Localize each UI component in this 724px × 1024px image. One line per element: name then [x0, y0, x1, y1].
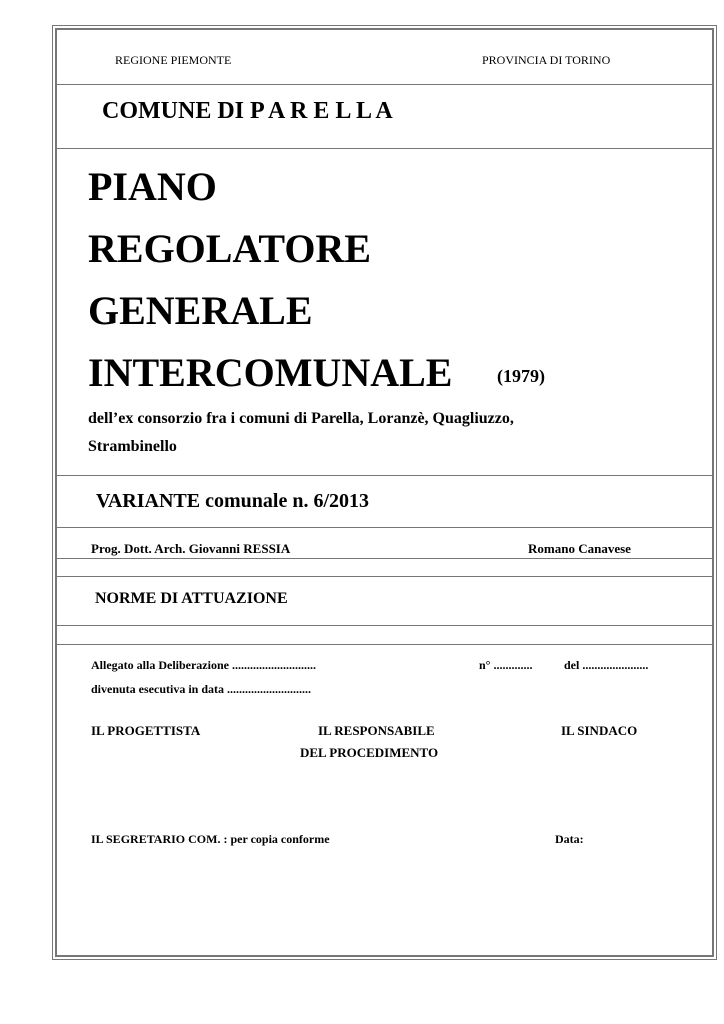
allegato-text: Allegato alla Deliberazione ............................ — [91, 658, 316, 672]
segretario-label: IL SEGRETARIO COM. : per copia conforme — [91, 832, 330, 846]
title-line-4: INTERCOMUNALE — [88, 350, 453, 395]
subtitle-line-2: Strambinello — [88, 438, 177, 455]
spacer-row — [55, 559, 714, 577]
title-line-2: REGOLATORE — [88, 226, 372, 271]
progettista-label: IL PROGETTISTA — [91, 723, 201, 738]
comune-title: COMUNE DI P A R E L L A — [102, 98, 393, 124]
del-text: del ...................... — [564, 658, 649, 672]
title-year: (1979) — [497, 366, 545, 386]
author-label: Prog. Dott. Arch. Giovanni RESSIA — [91, 541, 291, 556]
procedimento-label: DEL PROCEDIMENTO — [300, 745, 439, 760]
sindaco-label: IL SINDACO — [561, 723, 638, 738]
spacer-row — [55, 626, 714, 645]
title-line-3: GENERALE — [88, 288, 313, 333]
responsabile-label: IL RESPONSABILE — [318, 723, 435, 738]
title-line-1: PIANO — [88, 164, 217, 209]
place-label: Romano Canavese — [528, 541, 631, 556]
variante-title: VARIANTE comunale n. 6/2013 — [96, 490, 369, 512]
data-label: Data: — [555, 832, 584, 846]
section-title: NORME DI ATTUAZIONE — [95, 590, 288, 607]
numero-text: n° ............. — [479, 658, 533, 672]
province-label: PROVINCIA DI TORINO — [482, 53, 611, 67]
subtitle-line-1: dell’ex consorzio fra i comuni di Parella, Loranzè, Quagliuzzo, — [88, 410, 514, 427]
region-label: REGIONE PIEMONTE — [115, 53, 232, 67]
esecutiva-text: divenuta esecutiva in data ............................ — [91, 682, 312, 696]
